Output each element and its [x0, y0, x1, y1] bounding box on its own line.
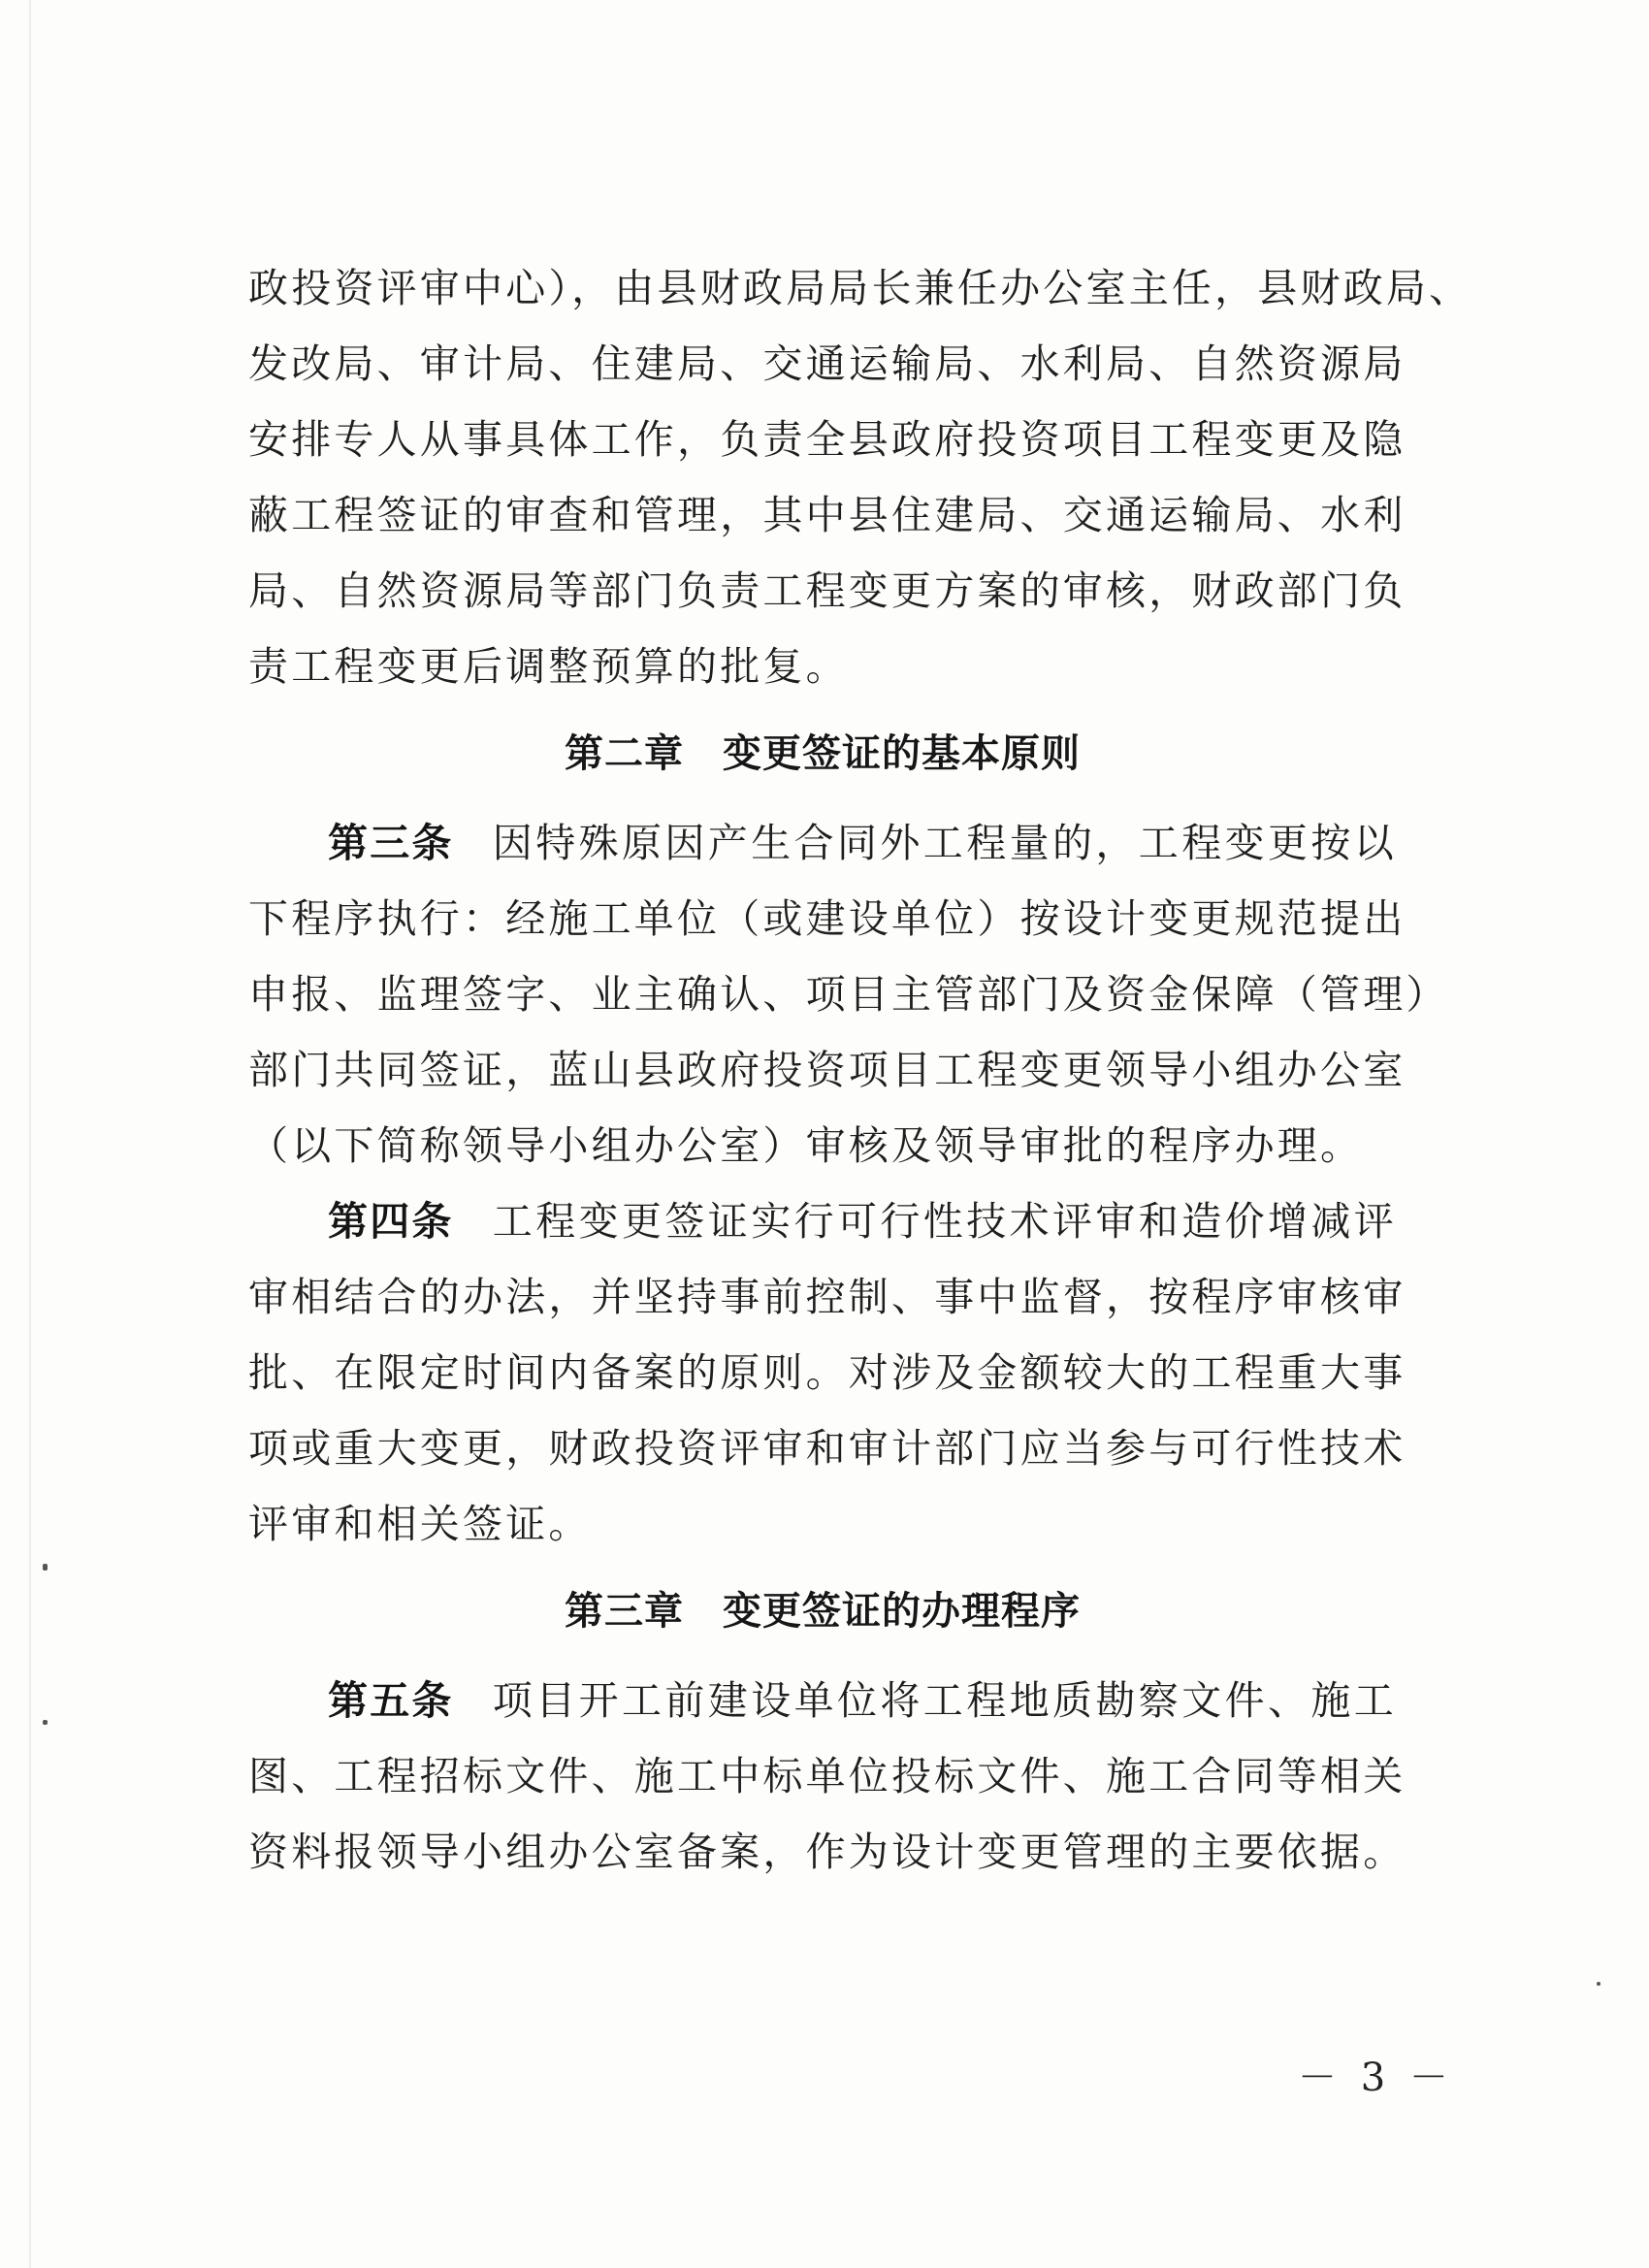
scan-edge — [29, 0, 31, 2268]
article-label: 第三条 — [328, 820, 454, 866]
paragraph-line: 图、工程招标文件、施工中标单位投标文件、施工合同等相关 — [248, 1753, 1406, 1799]
document-body — [248, 250, 1472, 1890]
article-first-line — [248, 805, 1397, 881]
chapter-title: 变更签证的办理程序 — [723, 1589, 1081, 1634]
article-label: 第四条 — [328, 1198, 454, 1245]
paragraph-line: 审相结合的办法，并坚持事前控制、事中监督，按程序审核审 — [248, 1274, 1406, 1320]
article-text: 项目开工前建设单位将工程地质勘察文件、施工 — [492, 1677, 1398, 1724]
article-text: 工程变更签证实行可行性技术评审和造价增减评 — [492, 1198, 1398, 1245]
scan-speck — [43, 1564, 48, 1571]
paragraph-line: 安排专人从事具体工作，负责全县政府投资项目工程变更及隐 — [248, 416, 1406, 463]
paragraph-line: 批、在限定时间内备案的原则。对涉及金额较大的工程重大事 — [248, 1349, 1406, 1396]
paragraph-line: 申报、监理签字、业主确认、项目主管部门及资金保障（管理） — [248, 971, 1449, 1018]
paragraph-line: （以下简称领导小组办公室）审核及领导审批的程序办理。 — [248, 1122, 1364, 1169]
article-4 — [248, 1183, 1406, 1562]
page-number: － 3 － — [1298, 2056, 1454, 2100]
scan-speck — [1597, 1982, 1600, 1986]
article-first-line — [248, 1663, 1397, 1738]
intro-paragraph — [248, 250, 1472, 704]
paragraph-line: 政投资评审中心），由县财政局局长兼任办公室主任，县财政局、 — [248, 265, 1472, 311]
paragraph-line: 评审和相关签证。 — [248, 1501, 592, 1547]
article-first-line — [248, 1183, 1397, 1259]
paragraph-line: 责工程变更后调整预算的批复。 — [248, 643, 849, 690]
paragraph-line: 项或重大变更，财政投资评审和审计部门应当参与可行性技术 — [248, 1425, 1406, 1472]
chapter-heading — [248, 716, 1397, 792]
scan-speck — [43, 1720, 48, 1725]
paragraph-line: 蔽工程签证的审查和管理，其中县住建局、交通运输局、水利 — [248, 492, 1406, 538]
article-3 — [248, 805, 1449, 1183]
paragraph-line: 资料报领导小组办公室备案，作为设计变更管理的主要依据。 — [248, 1829, 1406, 1875]
chapter-title: 变更签证的基本原则 — [723, 731, 1081, 776]
paragraph-line: 部门共同签证，蓝山县政府投资项目工程变更领导小组办公室 — [248, 1047, 1406, 1093]
chapter-number: 第二章 — [565, 731, 684, 776]
paragraph-line: 局、自然资源局等部门负责工程变更方案的审核，财政部门负 — [248, 567, 1406, 614]
chapter-number: 第三章 — [565, 1589, 684, 1634]
paragraph-line: 发改局、审计局、住建局、交通运输局、水利局、自然资源局 — [248, 340, 1406, 387]
paragraph-line: 下程序执行：经施工单位（或建设单位）按设计变更规范提出 — [248, 895, 1406, 942]
article-text: 因特殊原因产生合同外工程量的，工程变更按以 — [492, 820, 1398, 866]
chapter-heading — [248, 1573, 1397, 1649]
article-5 — [248, 1663, 1406, 1890]
article-label: 第五条 — [328, 1677, 454, 1724]
